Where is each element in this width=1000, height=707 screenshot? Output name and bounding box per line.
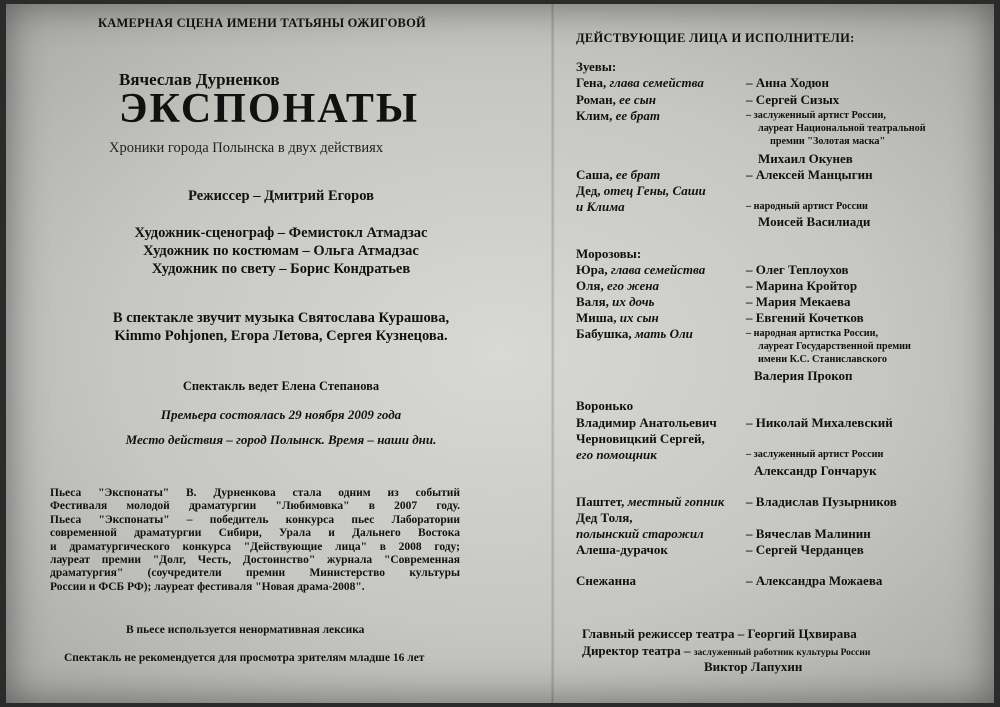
role-vladimir: Владимир Анатольевич xyxy=(576,415,717,430)
actor-title: имени К.С. Станиславского xyxy=(758,354,887,365)
role-chernovitsky-desc: его помощник xyxy=(576,447,657,462)
actor-chernovitsky: Александр Гончарук xyxy=(754,463,877,478)
play-subtitle: Хроники города Полынска в двух действиях xyxy=(109,140,384,156)
note-line: лауреат премии "Долг, Честь, Достоинство" журнала "Современная xyxy=(50,554,460,567)
cast-heading: ДЕЙСТВУЮЩИЕ ЛИЦА И ИСПОЛНИТЕЛИ: xyxy=(576,31,855,45)
role-ded-tolya: Дед Толя, xyxy=(576,510,633,525)
actor-ded: Моисей Василиади xyxy=(758,214,871,229)
actor-olya: – Марина Кройтор xyxy=(746,278,858,293)
role-babushka: Бабушка, мать Оли xyxy=(576,326,693,341)
premiere-date: Премьера состоялась 29 ноября 2009 года xyxy=(160,407,402,422)
actor-title: лауреат Национальной театральной xyxy=(758,123,926,134)
role-pashtet: Паштет, местный гопник xyxy=(576,494,725,509)
role-ded: Дед, отец Гены, Саши xyxy=(576,183,706,198)
actor-pashtet: – Владислав Пузырников xyxy=(746,494,897,509)
family-zuevy: Зуевы: xyxy=(576,59,617,74)
note-line: драматургия" (соучредители премии Министерство культуры xyxy=(50,567,460,580)
actor-title: лауреат Государственной премии xyxy=(758,341,911,352)
role-olya: Оля, его жена xyxy=(576,278,659,293)
role-gena: Гена, глава семейства xyxy=(576,75,704,90)
role-chernovitsky: Черновицкий Сергей, xyxy=(576,431,705,446)
note-line: Пьеса "Экспонаты" – победитель конкурса пьес Лаборатории xyxy=(50,513,460,526)
note-line: Фестиваля молодой драматургии "Любимовка" в 2007 году. xyxy=(50,500,460,513)
chief-director: Главный режиссер театра – Георгий Цхвирава xyxy=(582,626,857,641)
role-valya: Валя, их дочь xyxy=(576,294,655,309)
role-alesha: Алеша-дурачок xyxy=(576,542,668,557)
role-snezhanna: Снежанна xyxy=(576,573,637,588)
age-warning: Спектакль не рекомендуется для просмотра зрителям младше 16 лет xyxy=(64,652,425,664)
actor-misha: – Евгений Кочетков xyxy=(746,310,864,325)
note-line: Пьеса "Экспонаты" В. Дурненкова стала одним из событий xyxy=(50,487,460,499)
designer-credit: Художник по свету – Борис Кондратьев xyxy=(151,261,411,277)
note-line: современной драматургии Сибири, Урала и Дальнего Востока xyxy=(50,527,460,540)
family-morozovy: Морозовы: xyxy=(576,246,642,261)
role-sasha: Саша, ее брат xyxy=(576,167,661,182)
role-ded-tolya-desc: полынский старожил xyxy=(576,526,704,541)
note-line: и драматургического конкурса "Действующие лица" в 2008 году; xyxy=(50,540,460,553)
actor-babushka: Валерия Прокоп xyxy=(754,368,853,383)
theatre-manager: Директор театра – заслуженный работник культуры России xyxy=(582,643,871,658)
playbill-sheet xyxy=(6,4,994,703)
actor-klim: Михаил Окунев xyxy=(758,151,853,166)
actor-title: премии "Золотая маска" xyxy=(770,136,886,147)
designer-credit: Художник-сценограф – Фемистокл Атмадзас xyxy=(134,225,428,241)
role-klim: Клим, ее брат xyxy=(576,108,660,123)
music-credit: В спектакле звучит музыка Святослава Курашова, xyxy=(112,310,450,326)
role-misha: Миша, их сын xyxy=(576,310,659,325)
role-roman: Роман, ее сын xyxy=(576,92,656,107)
author-name: Вячеслав Дурненков xyxy=(119,70,280,89)
note-line: России и ФСБ РФ); лауреат фестиваля "Новая драма-2008". xyxy=(50,580,365,593)
actor-sasha: – Алексей Манцыгин xyxy=(746,167,873,182)
actor-title: – народная артистка России, xyxy=(746,328,879,339)
family-voronko: Воронько xyxy=(576,398,634,413)
director-credit: Режиссер – Дмитрий Егоров xyxy=(188,188,374,204)
music-credit: Kimmo Pohjonen, Егора Летова, Сергея Кузнецова. xyxy=(114,328,448,344)
role-ded-cont: и Клима xyxy=(576,199,625,214)
actor-title: – заслуженный артист России xyxy=(746,449,884,460)
actor-roman: – Сергей Сизых xyxy=(746,92,840,107)
stage-manager: Спектакль ведет Елена Степанова xyxy=(182,379,380,393)
actor-title: – заслуженный артист России, xyxy=(746,110,886,121)
role-yura: Юра, глава семейства xyxy=(576,262,706,277)
language-warning: В пьесе используется ненормативная лексика xyxy=(126,624,365,636)
actor-title: – народный артист России xyxy=(746,201,868,212)
theatre-name: КАМЕРНАЯ СЦЕНА ИМЕНИ ТАТЬЯНЫ ОЖИГОВОЙ xyxy=(98,16,426,30)
designer-credit: Художник по костюмам – Ольга Атмадзас xyxy=(143,243,419,259)
theatre-manager-name: Виктор Лапухин xyxy=(704,659,803,674)
play-note xyxy=(50,487,460,594)
play-title: ЭКСПОНАТЫ xyxy=(119,86,420,132)
actor-yura: – Олег Теплоухов xyxy=(746,262,849,277)
play-setting: Место действия – город Полынск. Время – наши дни. xyxy=(125,432,437,447)
actor-ded-tolya: – Вячеслав Малинин xyxy=(746,526,871,541)
actor-valya: – Мария Мекаева xyxy=(746,294,851,309)
actor-gena: – Анна Ходюн xyxy=(746,75,829,90)
actor-snezhanna: – Александра Можаева xyxy=(746,573,883,588)
actor-vladimir: – Николай Михалевский xyxy=(746,415,893,430)
page-fold xyxy=(551,4,555,703)
actor-alesha: – Сергей Черданцев xyxy=(746,542,864,557)
